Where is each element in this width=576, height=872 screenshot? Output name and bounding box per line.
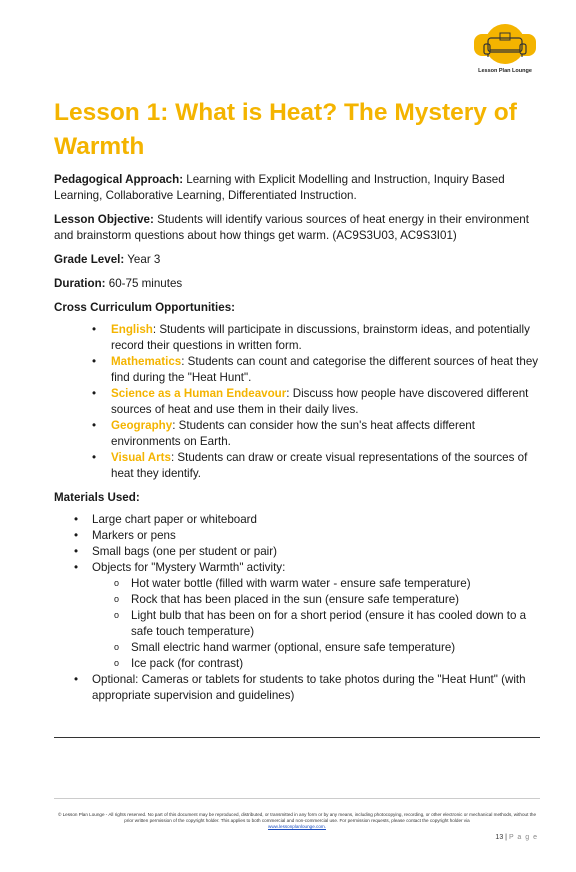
cross-curriculum-heading [54,300,540,316]
page-title: Lesson 1: What is Heat? The Mystery of Warmth [54,99,517,160]
subject-text: : Students can draw or create visual representations of the sources of heat they identify. [111,451,528,480]
copyright-footer [54,812,540,830]
logo-text: Lesson Plan Lounge [478,68,532,74]
website-link[interactable]: www.lessonplanlounge.com. [268,824,326,829]
duration-label: Duration: [54,277,106,290]
subject-geography: Geography [111,419,173,432]
lesson-objective [54,212,540,244]
objective-label: Lesson Objective: [54,213,154,226]
subject-text: : Students can consider how the sun's heat affects different environments on Earth. [111,419,475,448]
list-item: • Large chart paper or whiteboard [54,512,540,528]
cross-curriculum-heading-text: Cross Curriculum Opportunities: [54,301,236,314]
sub-list-item: o Hot water bottle (filled with warm water - ensure safe temperature) [54,576,540,592]
materials-heading-text: Materials Used: [54,491,140,504]
pedagogical-approach [54,172,540,204]
approach-value: Learning with Explicit Modelling and Instruction, Inquiry Based Learning, Collaborative Learning, Differentiated Instruction. [54,173,505,202]
grade-level [54,252,540,268]
list-item [54,418,540,450]
list-item: • Optional: Cameras or tablets for students to take photos during the "Heat Hunt" (with appropriate supervision and guidelines) [54,672,540,704]
list-item [54,354,540,386]
objective-value: Students will identify various sources of heat energy in their environment and brainstorm questions about how things get warm. (AC9S3U03, AC9S3I01) [54,213,529,242]
list-item [54,560,540,672]
page-number [495,834,538,841]
sofa-logo-icon [470,24,540,68]
list-item [54,450,540,482]
page-label: P a g e [508,834,538,841]
footer-divider [54,798,540,799]
lesson-plan-lounge-logo [470,24,540,80]
subject-english: English [111,323,153,336]
page-separator: | [503,834,509,841]
grade-value: Year 3 [124,253,161,266]
subject-science: Science as a Human Endeavour [111,387,287,400]
subject-text: : Students can count and categorise the different sources of heat they find during the "Heat Hunt". [111,355,539,384]
duration-value: 60-75 minutes [105,277,183,290]
list-item-text: Objects for "Mystery Warmth" activity: [92,561,286,574]
materials-list [54,512,540,704]
mystery-warmth-objects-list [92,576,540,672]
grade-label: Grade Level: [54,253,125,266]
section-divider [54,737,540,738]
approach-label: Pedagogical Approach: [54,173,184,186]
list-item [54,386,540,418]
sub-list-item: o Ice pack (for contrast) [54,656,540,672]
list-item [54,322,540,354]
lesson-content [54,172,540,704]
sub-list-item: o Light bulb that has been on for a short period (ensure it has cooled down to a safe touch temperature) [54,608,540,640]
list-item: • Small bags (one per student or pair) [54,544,540,560]
sub-list-item: o Rock that has been placed in the sun (ensure safe temperature) [54,592,540,608]
materials-heading [54,490,540,506]
page-number-value: 13 [495,834,504,841]
list-item: • Markers or pens [54,528,540,544]
subject-text: : Discuss how people have discovered different sources of heat and use them in their daily lives. [111,387,529,416]
subject-visual-arts: Visual Arts [111,451,171,464]
duration [54,276,540,292]
sub-list-item: o Small electric hand warmer (optional, ensure safe temperature) [54,640,540,656]
subject-text: : Students will participate in discussions, brainstorm ideas, and potentially record their questions in written form. [111,323,530,352]
copyright-text: © Lesson Plan Lounge - All rights reserved. No part of this document may be reproduced, distributed, or transmitted in any form or by any means, including photocopying, recording, or other electronic or mechanical methods, without the prior written permission of the copyright holder. This applies to both commercial and non-commercial use. For permission requests, please contact the copyright holder via [57,812,537,823]
subject-mathematics: Mathematics [111,355,182,368]
cross-curriculum-list [54,322,540,482]
